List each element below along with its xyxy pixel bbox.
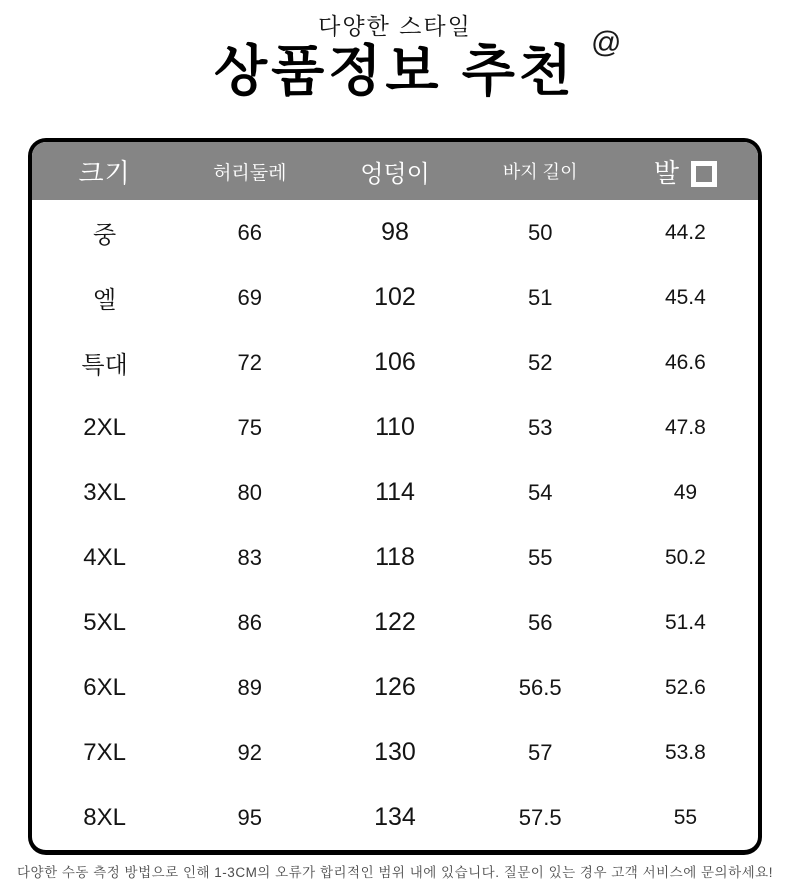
measurement-cell: 118 [375, 543, 415, 571]
measurement-cell: 47.8 [664, 415, 706, 439]
measurement-disclaimer: 다양한 수동 측정 방법으로 인해 1-3CM의 오류가 합리적인 범위 내에 있습니다. 질문이 있는 경우 고객 서비스에 문의하세요! [17, 865, 773, 880]
header-cell-waist: 허리둘레 [213, 162, 287, 184]
page-title: 상품정보 추천 [213, 40, 577, 102]
measurement-cell: 45.4 [664, 285, 706, 309]
table-row [32, 395, 758, 460]
size-label-cell: 7XL [83, 738, 126, 766]
header-cell-foot [613, 153, 758, 190]
page-subtitle: 다양한 스타일 [318, 13, 472, 39]
header-cell-foot-label: 발 [653, 157, 679, 188]
at-symbol: @ [591, 26, 622, 59]
size-label-cell: 중 [93, 222, 117, 249]
size-label-cell: 특대 [81, 352, 128, 379]
header-cell-length: 바지 길이 [502, 162, 578, 182]
table-row [32, 265, 758, 330]
measurement-cell: 57.5 [518, 804, 562, 830]
measurement-cell: 55 [527, 544, 553, 570]
measurement-cell: 50.2 [664, 545, 706, 569]
measurement-cell: 110 [375, 413, 415, 441]
measurement-cell: 56 [527, 609, 553, 635]
measurement-cell: 130 [374, 738, 416, 766]
measurement-cell: 80 [237, 479, 263, 505]
measurement-cell: 49 [673, 480, 698, 504]
measurement-cell: 72 [237, 349, 263, 375]
measurement-cell: 134 [374, 803, 416, 831]
measurement-cell: 69 [237, 284, 263, 310]
measurement-cell: 86 [237, 609, 263, 635]
measurement-cell: 51.4 [664, 610, 706, 634]
measurement-cell: 114 [375, 478, 415, 506]
measurement-cell: 66 [237, 219, 263, 245]
size-label-cell: 엘 [93, 287, 117, 314]
measurement-cell: 52.6 [664, 675, 706, 699]
measurement-cell: 75 [237, 414, 263, 440]
size-label-cell: 5XL [83, 608, 126, 636]
title-block [0, 0, 790, 101]
size-table-body [32, 200, 758, 850]
measurement-cell: 83 [237, 544, 263, 570]
measurement-cell: 98 [381, 218, 409, 246]
size-chart-table [28, 138, 762, 855]
table-row [32, 590, 758, 655]
table-row [32, 460, 758, 525]
size-label-cell: 2XL [83, 413, 126, 441]
measurement-cell: 102 [374, 283, 416, 311]
measurement-cell: 92 [237, 739, 263, 765]
square-outline-icon [691, 161, 717, 187]
size-label-cell: 6XL [83, 673, 126, 701]
measurement-cell: 46.6 [664, 350, 706, 374]
measurement-cell: 126 [374, 673, 416, 701]
measurement-cell: 89 [237, 674, 263, 700]
measurement-cell: 57 [527, 739, 553, 765]
size-label-cell: 4XL [83, 543, 126, 571]
table-row [32, 785, 758, 850]
header-cell-hip: 엉덩이 [360, 160, 430, 188]
header-cell-size: 크기 [78, 157, 131, 188]
size-label-cell: 3XL [83, 478, 126, 506]
table-header-row [32, 142, 758, 200]
measurement-cell: 55 [673, 805, 698, 829]
measurement-cell: 52 [527, 349, 553, 375]
measurement-cell: 50 [527, 219, 553, 245]
measurement-cell: 106 [374, 348, 416, 376]
size-label-cell: 8XL [83, 803, 126, 831]
table-row [32, 655, 758, 720]
table-row [32, 720, 758, 785]
measurement-cell: 54 [527, 479, 553, 505]
table-row [32, 525, 758, 590]
measurement-cell: 122 [374, 608, 416, 636]
measurement-cell: 51 [527, 284, 553, 310]
measurement-cell: 56.5 [518, 674, 562, 700]
measurement-cell: 95 [237, 804, 263, 830]
table-row [32, 330, 758, 395]
measurement-cell: 53.8 [664, 740, 706, 764]
measurement-cell: 44.2 [664, 220, 706, 244]
table-row [32, 200, 758, 265]
measurement-cell: 53 [527, 414, 553, 440]
